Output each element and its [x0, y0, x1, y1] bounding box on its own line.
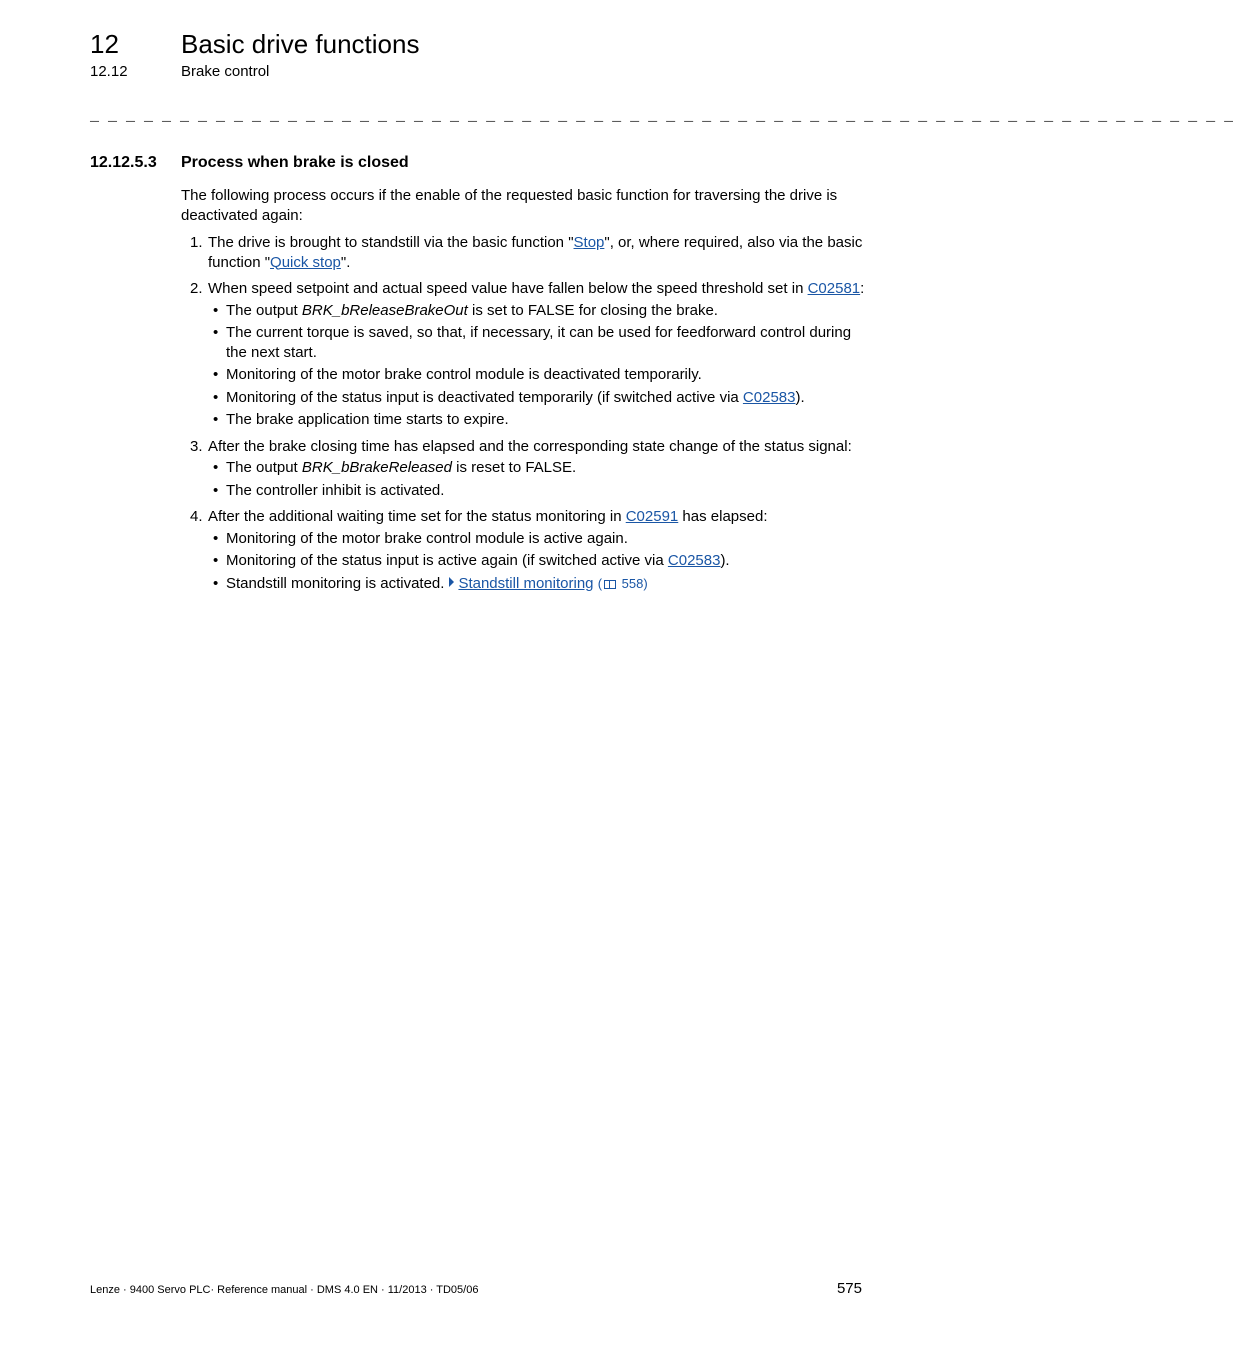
- bullet-text: The output: [226, 301, 302, 319]
- chapter-number: 12: [90, 29, 119, 59]
- step-number: 4.: [190, 508, 203, 525]
- step-number: 3.: [190, 437, 203, 455]
- bullet-glyph: •: [213, 529, 219, 547]
- link-c02591[interactable]: C02591: [625, 508, 679, 525]
- section-number: 12.12: [90, 63, 128, 80]
- bullet-glyph: •: [213, 459, 219, 476]
- step-text: After the additional waiting time set for the status monitoring in: [208, 508, 626, 525]
- book-icon: [604, 580, 616, 589]
- bullet-text: ).: [795, 388, 805, 406]
- bullet-item: [208, 458, 866, 478]
- bullet-text: ).: [720, 552, 730, 569]
- main-content: [181, 186, 866, 600]
- step-text: The drive is brought to standstill via the basic function ": [208, 234, 574, 251]
- bullet-glyph: •: [213, 301, 219, 319]
- subsection-number: 12.12.5.3: [90, 154, 157, 171]
- step-text: has elapsed:: [678, 508, 768, 525]
- link-standstill-monitoring[interactable]: Standstill monitoring: [458, 574, 594, 592]
- bullet-text: is set to FALSE for closing the brake.: [467, 301, 718, 319]
- bullet-glyph: •: [213, 388, 219, 406]
- bullet-item: [208, 365, 866, 385]
- bullet-text: is reset to FALSE.: [451, 459, 577, 476]
- bullet-text: Standstill monitoring is activated.: [226, 574, 445, 592]
- bullet-glyph: •: [213, 481, 219, 499]
- footer-document-info: Lenze · 9400 Servo PLC· Reference manual · DMS 4.0 EN · 11/2013 · TD05/06: [90, 1284, 479, 1296]
- step-item: [181, 507, 866, 593]
- bullet-text: Monitoring of the status input is deactivated temporarily (if switched active via: [226, 388, 743, 406]
- page-reference-open: (: [597, 575, 603, 591]
- bullet-glyph: •: [213, 411, 219, 428]
- bullet-item: [208, 301, 866, 321]
- step-item: [181, 233, 866, 272]
- page-reference-number: 558): [618, 575, 648, 591]
- step-text: When speed setpoint and actual speed value have fallen below the speed threshold set in: [208, 280, 808, 297]
- bullet-item: [208, 529, 866, 549]
- subsection-title: Process when brake is closed: [181, 154, 409, 171]
- step-number: 1.: [190, 234, 203, 251]
- bullet-item: [208, 481, 866, 501]
- bullet-glyph: •: [213, 574, 219, 592]
- section-title: Brake control: [181, 63, 270, 80]
- step-text: :: [860, 280, 865, 297]
- bullet-list: [208, 529, 866, 594]
- bullet-text: The output: [226, 459, 302, 476]
- link-stop[interactable]: Stop: [573, 234, 605, 251]
- intro-paragraph: The following process occurs if the enable of the requested basic function for traversing the drive is deactivated again:: [181, 187, 838, 224]
- signal-name: BRK_bReleaseBrakeOut: [301, 301, 468, 319]
- bullet-text: The current torque is saved, so that, if necessary, it can be used for feedforward control during the next start.: [226, 324, 852, 361]
- bullet-text: Monitoring of the motor brake control module is deactivated temporarily.: [226, 366, 702, 383]
- bullet-glyph: •: [213, 366, 219, 383]
- link-c02583[interactable]: C02583: [742, 388, 796, 406]
- bullet-item: [208, 388, 866, 408]
- bullet-text: The brake application time starts to expire.: [226, 411, 509, 428]
- footer-page-number: 575: [836, 1280, 862, 1297]
- bullet-text: Monitoring of the status input is active again (if switched active via: [226, 552, 668, 569]
- step-text: ".: [340, 253, 351, 271]
- bullet-glyph: •: [213, 324, 219, 341]
- bullet-list: [208, 458, 866, 500]
- bullet-glyph: •: [213, 552, 219, 569]
- bullet-item: [208, 574, 866, 594]
- link-quick-stop[interactable]: Quick stop: [270, 253, 341, 271]
- link-c02581[interactable]: C02581: [807, 280, 861, 297]
- chapter-title: Basic drive functions: [181, 29, 420, 59]
- header-separator: _ _ _ _ _ _ _ _ _ _ _ _ _ _ _ _ _ _ _ _ _ _ _ _ _ _ _ _ _ _ _ _ _ _ _ _ _ _ _ _ _ _ _ _ _ _ _ _ _ _ _ _ _ _ _ _ _ _ _ _ _ _ _ _: [90, 108, 1233, 125]
- step-text: After the brake closing time has elapsed and the corresponding state change of the status signal:: [208, 437, 852, 455]
- signal-name: BRK_bBrakeReleased: [301, 459, 452, 476]
- step-item: [181, 437, 866, 501]
- page-reference[interactable]: [598, 576, 648, 591]
- bullet-item: [208, 323, 866, 362]
- step-text: ", or, where required, also via the basic function ": [208, 234, 863, 271]
- bullet-item: [208, 551, 866, 571]
- bullet-list: [208, 301, 866, 430]
- bullet-text: The controller inhibit is activated.: [226, 481, 445, 499]
- process-steps: [181, 233, 866, 593]
- bullet-item: [208, 410, 866, 430]
- step-number: 2.: [190, 280, 203, 297]
- bullet-text: Monitoring of the motor brake control module is active again.: [226, 529, 628, 547]
- link-c02583[interactable]: C02583: [667, 552, 721, 569]
- cross-reference-arrow-icon: [449, 577, 454, 587]
- step-item: [181, 279, 866, 430]
